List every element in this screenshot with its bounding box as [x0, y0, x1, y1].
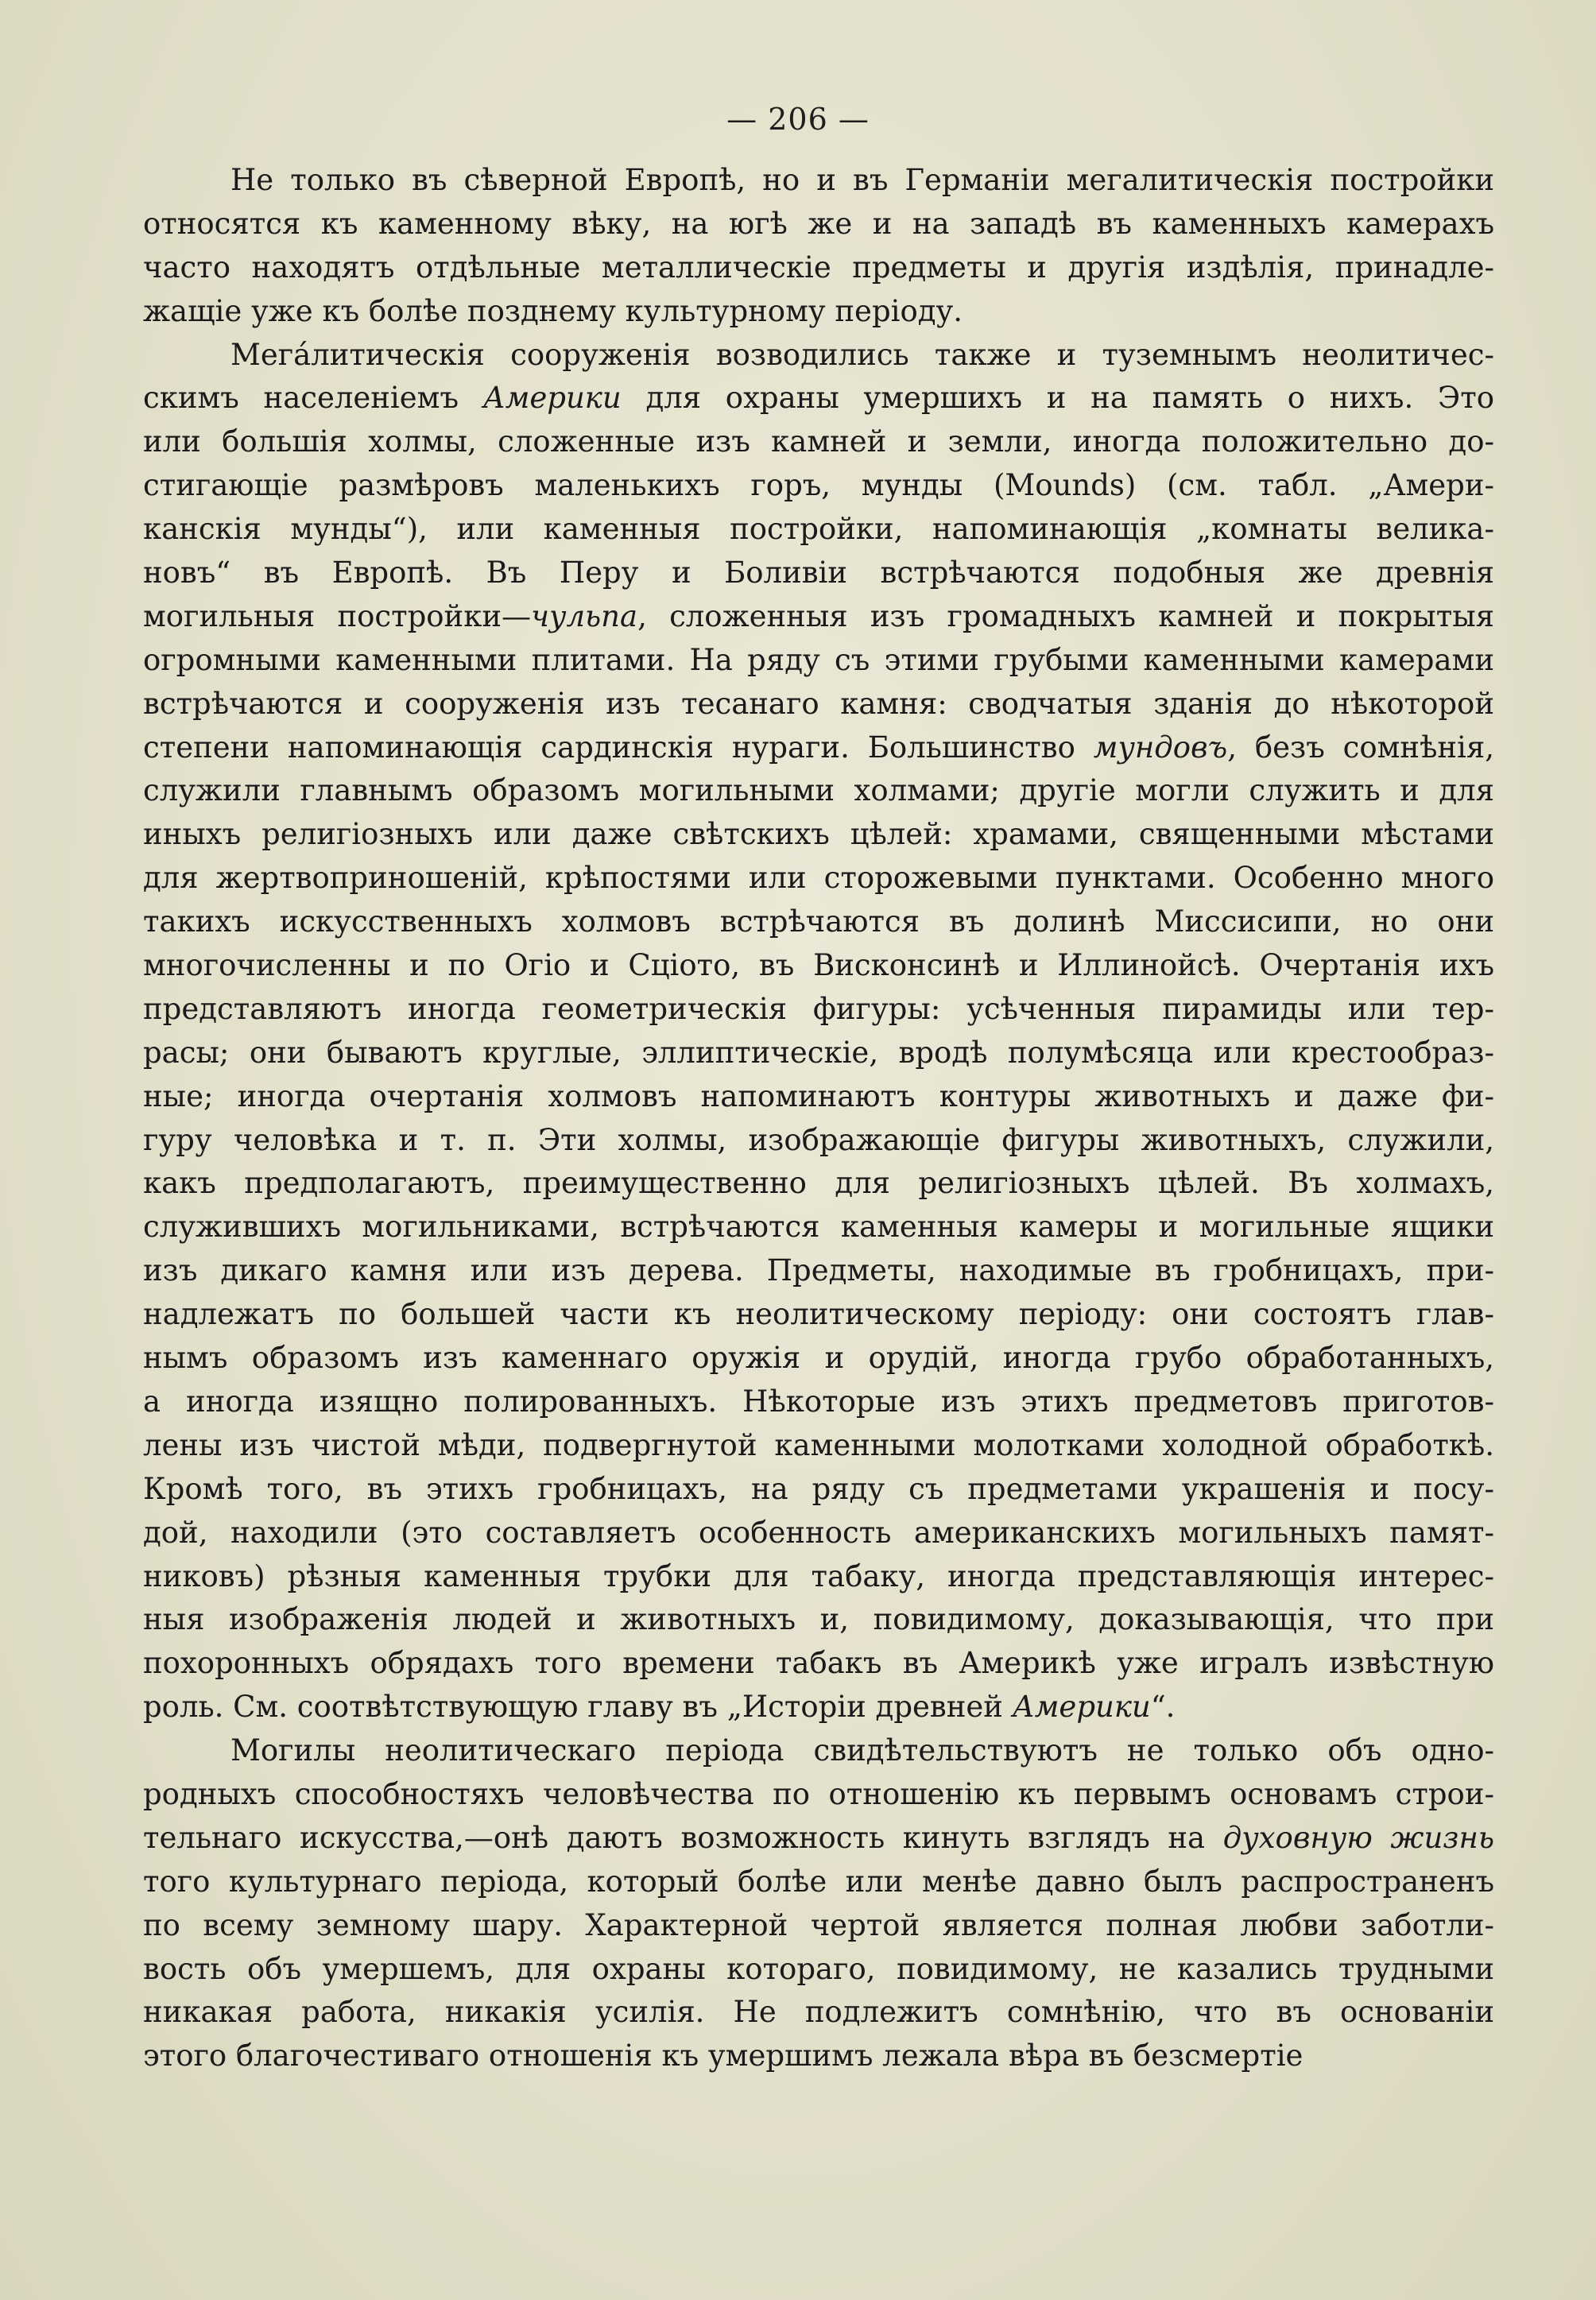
text-line: служившихъ могильниками, встрѣчаются каменныя камеры и могильные ящики — [143, 1210, 1494, 1245]
text-line: этого благочестиваго отношенія къ умершимъ лежала вѣра въ безсмертіе — [143, 2039, 1304, 2073]
italic-term: духовную жизнь — [1222, 1820, 1494, 1855]
text-line: расы; они бываютъ круглые, эллиптическіе, вродѣ полумѣсяца или крестообраз- — [143, 1035, 1494, 1070]
text-line: жащіе уже къ болѣе позднему культурному періоду. — [143, 293, 963, 328]
paragraph — [143, 159, 1494, 334]
text-line: огромными каменными плитами. На ряду съ этими грубыми каменными камерами — [143, 642, 1494, 677]
text-line: встрѣчаются и сооруженія изъ тесанаго камня: сводчатыя зданія до нѣкоторой — [143, 686, 1494, 721]
text-line: для жертвоприношеній, крѣпостями или сторожевыми пунктами. Особенно много — [143, 861, 1494, 896]
text-line: канскія мунды“), или каменныя постройки, напоминающія „комнаты велика- — [143, 512, 1494, 547]
text-line: степени напоминающія сардинскія нураги. Большинство мундовъ, безъ сомнѣнія, — [143, 730, 1494, 765]
text-line: изъ дикаго камня или изъ дерева. Предметы, находимые въ гробницахъ, при- — [143, 1253, 1494, 1288]
text-line: Мега́литическія сооруженія возводились также и туземнымъ неолитичес- — [230, 337, 1494, 372]
text-line: служили главнымъ образомъ могильными холмами; другіе могли служить и для — [143, 773, 1494, 808]
text-line: представляютъ иногда геометрическія фигуры: усѣченныя пирамиды или тер- — [143, 991, 1494, 1026]
text-line: или большія холмы, сложенные изъ камней и земли, иногда положительно до- — [143, 424, 1494, 459]
text-line: тельнаго искусства,—онѣ даютъ возможность кинуть взглядъ на духовную жизнь — [143, 1820, 1494, 1855]
text-line: того культурнаго періода, который болѣе или менѣе давно былъ распространенъ — [143, 1864, 1494, 1899]
text-line: нымъ образомъ изъ каменнаго оружія и орудій, иногда грубо обработанныхъ, — [143, 1341, 1494, 1376]
text-line: родныхъ способностяхъ человѣчества по отношенію къ первымъ основамъ строи- — [143, 1776, 1494, 1811]
text-line: гуру человѣка и т. п. Эти холмы, изображающіе фигуры животныхъ, служили, — [143, 1122, 1494, 1157]
text-line: многочисленны и по Огіо и Сціото, въ Висконсинѣ и Иллинойсѣ. Очертанія ихъ — [143, 948, 1494, 983]
text-line: похоронныхъ обрядахъ того времени табакъ въ Америкѣ уже игралъ извѣстную — [143, 1646, 1494, 1681]
italic-term: Америки — [482, 381, 622, 416]
text-line: надлежатъ по большей части къ неолитическому періоду: они состоятъ глав- — [143, 1297, 1494, 1332]
text-line: скимъ населеніемъ Америки для охраны умершихъ и на память о нихъ. Это — [143, 381, 1494, 416]
text-line: стигающіе размѣровъ маленькихъ горъ, мунды (Mounds) (см. табл. „Амери- — [143, 468, 1494, 503]
text-line: Могилы неолитическаго періода свидѣтельствуютъ не только объ одно- — [230, 1733, 1494, 1768]
text-line: ныя изображенія людей и животныхъ и, повидимому, доказывающія, что при — [143, 1602, 1494, 1637]
italic-term: чульпа — [530, 598, 638, 633]
text-line: роль. См. соотвѣтствующую главу въ „Исторіи древней Америки“. — [143, 1690, 1176, 1725]
text-line: новъ“ въ Европѣ. Въ Перу и Боливіи встрѣчаются подобныя же древнія — [143, 556, 1494, 590]
text-line: Кромѣ того, въ этихъ гробницахъ, на ряду съ предметами украшенія и посу- — [143, 1471, 1494, 1506]
text-line: никовъ) рѣзныя каменныя трубки для табаку, иногда представляющія интерес- — [143, 1559, 1494, 1593]
text-line: вость объ умершемъ, для охраны котораго, повидимому, не казались трудными — [143, 1951, 1494, 1986]
text-line: по всему земному шару. Характерной чертой является полная любви заботли- — [143, 1907, 1494, 1942]
paragraph — [143, 334, 1494, 1730]
italic-term: Америки — [1012, 1690, 1151, 1725]
italic-term: мундовъ — [1093, 730, 1228, 765]
paragraph — [143, 1729, 1494, 2078]
text-line: такихъ искусственныхъ холмовъ встрѣчаются въ долинѣ Миссисипи, но они — [143, 904, 1494, 939]
page-number: — 206 — — [726, 102, 870, 137]
text-line: никакая работа, никакія усилія. Не подлежитъ сомнѣнію, что въ основаніи — [143, 1995, 1494, 2030]
text-line: иныхъ религіозныхъ или даже свѣтскихъ цѣлей: храмами, священными мѣстами — [143, 817, 1494, 852]
text-line: могильныя постройки—чульпа, сложенныя изъ громадныхъ камней и покрытыя — [143, 598, 1494, 633]
text-line: дой, находили (это составляетъ особенность американскихъ могильныхъ памят- — [143, 1515, 1494, 1550]
text-line: ные; иногда очертанія холмовъ напоминаютъ контуры животныхъ и даже фи- — [143, 1078, 1494, 1113]
text-line: Не только въ сѣверной Европѣ, но и въ Германіи мегалитическія постройки — [230, 163, 1494, 197]
text-line: какъ предполагаютъ, преимущественно для религіозныхъ цѣлей. Въ холмахъ, — [143, 1166, 1494, 1201]
text-line: относятся къ каменному вѣку, на югѣ же и на западѣ въ каменныхъ камерахъ — [143, 206, 1494, 241]
text-line: лены изъ чистой мѣди, подвергнутой каменными молотками холодной обработкѣ. — [143, 1427, 1494, 1462]
body-text — [143, 159, 1494, 2078]
text-line: часто находятъ отдѣльные металлическіе предметы и другія издѣлія, принадле- — [143, 250, 1494, 285]
text-line: а иногда изящно полированныхъ. Нѣкоторые изъ этихъ предметовъ приготов- — [143, 1384, 1494, 1419]
